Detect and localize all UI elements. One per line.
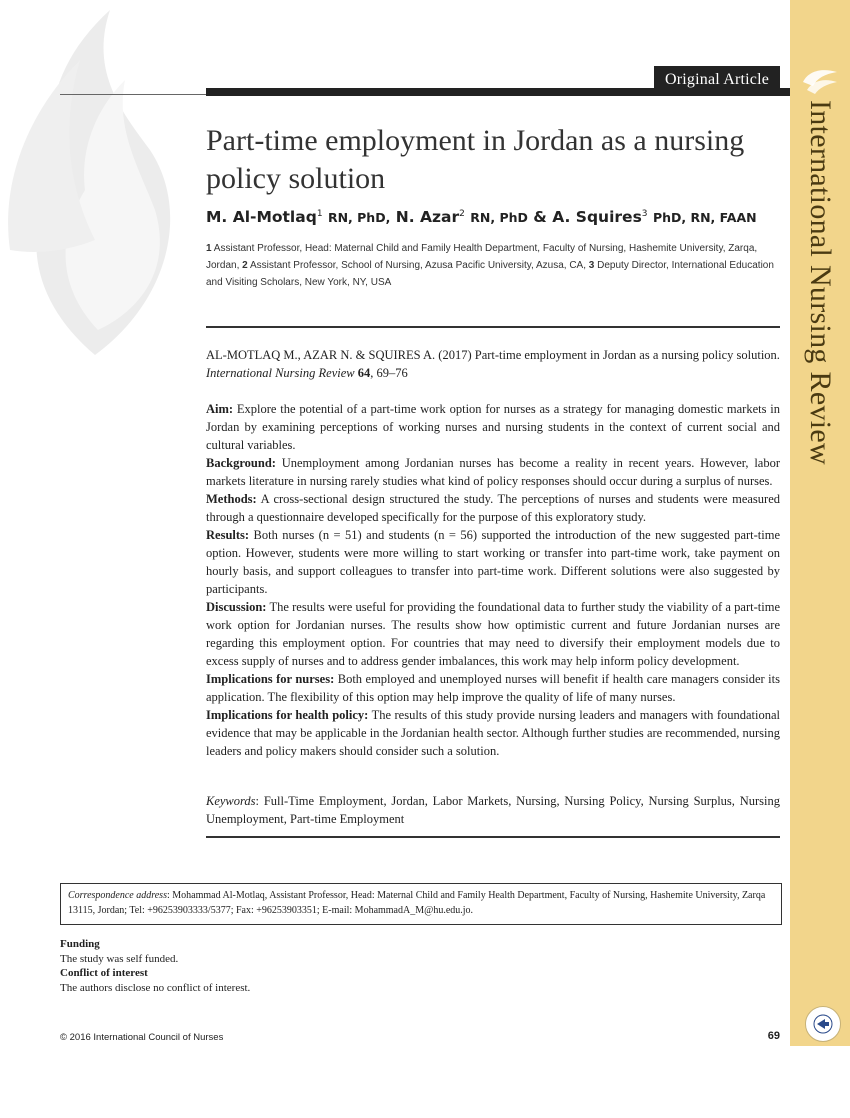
affiliation-number: 1 [206, 243, 212, 254]
conflict-text: The authors disclose no conflict of interest. [60, 981, 251, 994]
author-name: A. Squires [552, 208, 642, 226]
affiliation-text: Deputy Director, International Education and Visiting Scholars, New York, NY, USA [206, 260, 774, 288]
author-sup: 3 [641, 209, 648, 219]
citation-prefix: AL-MOTLAQ M., AZAR N. & SQUIRES A. (2017) Part-time employment in Jordan as a nursing policy solution. [206, 348, 780, 362]
affiliation-number: 2 [242, 260, 248, 271]
abstract-section [206, 706, 780, 760]
abstract-text: The results of this study provide nursing leaders and managers with foundational evidence that may be applicable in the Jordanian health sector. Although further studies are recommended, nursing leaders and policy makers should consider such a solution. [206, 708, 780, 758]
abstract-label: Aim: [206, 402, 234, 416]
citation-journal: International Nursing Review [206, 366, 355, 380]
author-credentials: RN, PhD, [327, 210, 391, 225]
abstract-label: Methods: [206, 492, 257, 506]
correspondence-text: : Mohammad Al-Motlaq, Assistant Professor, Head: Maternal Child and Family Health Department, Faculty of Nursing, Hashemite University, Zarqa 13115, Jordan; Tel: +96253903333/5377; Fax: +96253903351; E-mail: MohammadA_M@hu.edu.jo. [68, 890, 766, 916]
abstract-section [206, 670, 780, 706]
abstract-text: The results were useful for providing the foundational data to further study the viability of a part-time work option for Jordanian nurses. The results show how optimistic current and future Jordanian nurses are regarding this employment option. For countries that may need to diversify their employment models due to excess supply of nurses and to address gender imbalances, this work may help inform policy development. [206, 600, 780, 668]
conflict-heading: Conflict of interest [60, 967, 148, 979]
abstract [206, 400, 780, 760]
citation-pages: , 69–76 [370, 366, 408, 380]
affiliation-text: Assistant Professor, Head: Maternal Child and Family Health Department, Faculty of Nursing, Hashemite University, Zarqa, Jordan, [206, 243, 758, 271]
abstract-top-rule [206, 326, 780, 328]
abstract-label: Implications for health policy: [206, 708, 369, 722]
header-thin-rule [60, 94, 206, 95]
author-list [206, 208, 786, 226]
abstract-section [206, 490, 780, 526]
article-title: Part-time employment in Jordan as a nursing policy solution [206, 124, 745, 195]
copyright: © 2016 International Council of Nurses [60, 1032, 224, 1043]
keywords-label: Keywords [206, 794, 256, 808]
affiliations [206, 240, 784, 291]
abstract-label: Implications for nurses: [206, 672, 335, 686]
abstract-text: Explore the potential of a part-time work option for nurses as a strategy for managing domestic markets in Jordan by examining perceptions of working nurses and nursing students in the context of current social and cultural variables. [206, 402, 780, 452]
icn-seal-icon [805, 1006, 841, 1042]
abstract-text: Unemployment among Jordanian nurses has become a reality in recent years. However, labor markets literature in nursing rarely studies what kind of policy responses should occur during a surplus of nurses. [206, 456, 781, 488]
abstract-label: Results: [206, 528, 250, 542]
abstract-section [206, 400, 780, 454]
journal-name: International Nursing Review [804, 100, 837, 465]
author-sup: 2 [459, 209, 465, 219]
author-credentials: RN, PhD [470, 210, 528, 225]
citation [206, 346, 780, 382]
abstract-label: Background: [206, 456, 276, 470]
funding-text: The study was self funded. [60, 952, 179, 965]
abstract-label: Discussion: [206, 600, 267, 614]
author-name: M. Al-Motlaq [206, 208, 317, 226]
abstract-text: Both nurses (n = 51) and students (n = 56) supported the introduction of the new suggested part-time option. However, students were more willing to start working or transfer into part-time work, take payment on hourly basis, and support colleagues to transfer into part-time work. Different solutions were also suggested by participants. [206, 528, 781, 596]
abstract-section [206, 454, 780, 490]
abstract-text: A cross-sectional design structured the study. The perceptions of nurses and students were measured through a questionnaire developed specifically for the purpose of this exploratory study. [206, 492, 781, 524]
abstract-text: Both employed and unemployed nurses will benefit if health care managers consider its application. The flexibility of this option may help improve the quality of life of many nurses. [206, 672, 780, 704]
section-badge: Original Article [654, 66, 780, 94]
journal-logo-icon [799, 62, 841, 98]
affiliation-number: 3 [588, 260, 595, 271]
funding-heading: Funding [60, 938, 100, 950]
funding-section [60, 937, 460, 995]
author-name: N. Azar [395, 208, 460, 226]
correspondence-label: Correspondence address [68, 890, 167, 901]
correspondence-box [60, 883, 782, 925]
abstract-bottom-rule [206, 836, 780, 838]
author-credentials: PhD, RN, FAAN [652, 210, 757, 225]
page-number: 69 [767, 1030, 780, 1042]
author-ampersand: & [533, 208, 547, 226]
affiliation-text: Assistant Professor, School of Nursing, Azusa Pacific University, Azusa, CA, [249, 260, 587, 271]
abstract-section [206, 598, 780, 670]
flame-watermark-icon [0, 0, 190, 360]
author-sup: 1 [316, 209, 323, 219]
keywords [206, 792, 780, 828]
keywords-text: : Full-Time Employment, Jordan, Labor Markets, Nursing, Nursing Policy, Nursing Surplus, Nursing Unemployment, Part-time Employment [206, 794, 780, 826]
citation-volume: 64 [357, 366, 371, 380]
abstract-section [206, 526, 780, 598]
